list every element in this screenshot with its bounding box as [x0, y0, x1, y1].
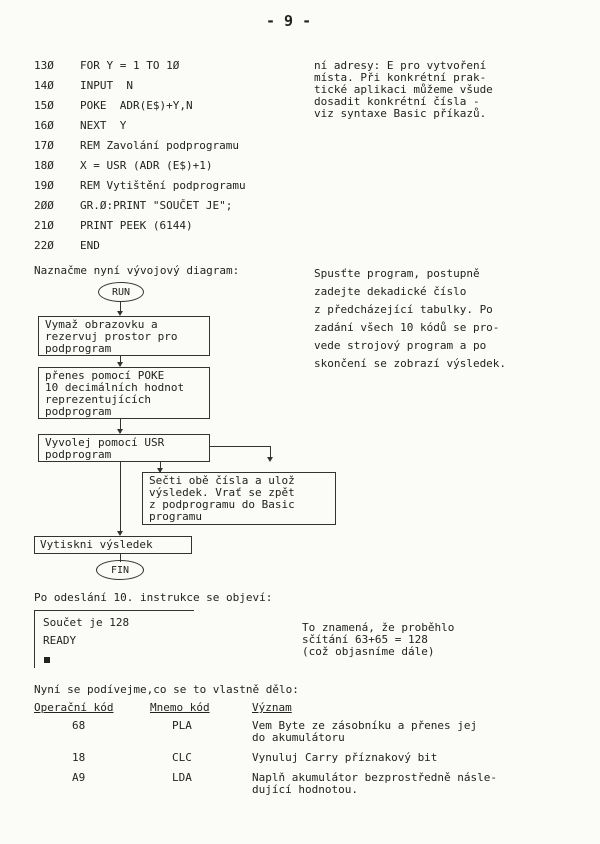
text-line: To znamená, že proběhlo	[302, 621, 455, 634]
table-cell: CLC	[172, 751, 192, 764]
line-code: END	[80, 239, 100, 252]
step-text: přenes pomocí POKE	[45, 369, 165, 382]
text-line: ní adresy: E pro vytvoření	[314, 59, 487, 72]
step-text: rezervuj prostor pro	[45, 330, 178, 343]
line-number: 14Ø	[34, 79, 54, 92]
step-text: Sečti obě čísla a ulož	[149, 474, 295, 487]
line-code: INPUT N	[80, 79, 133, 92]
table-cell: Vynuluj Carry příznakový bit	[252, 751, 438, 764]
screen-output	[34, 610, 194, 668]
line-code: GR.Ø:PRINT "SOUČET JE";	[80, 199, 233, 212]
text-line: místa. Při konkrétní prak-	[314, 71, 487, 84]
table-cell: 18	[72, 751, 86, 764]
text-line: viz syntaxe Basic příkazů.	[314, 107, 487, 120]
flow-start-oval: RUN	[98, 282, 144, 302]
text-line: (což objasníme dále)	[302, 645, 435, 658]
flow-step-print	[34, 536, 192, 554]
step-text: podprogram	[45, 342, 112, 355]
flow-connector	[120, 462, 121, 534]
table-cell: 68	[72, 719, 86, 732]
line-number: 21Ø	[34, 219, 54, 232]
step-text: podprogram	[45, 405, 112, 418]
flow-connector	[210, 446, 270, 447]
line-code: REM Zavolání podprogramu	[80, 139, 239, 152]
text-line: zadání všech 10 kódů se pro-	[314, 321, 500, 334]
text-line: vede strojový program a po	[314, 339, 487, 352]
output-line: Součet je 128	[43, 616, 130, 629]
flow-step-clear	[38, 316, 210, 356]
table-cell: LDA	[172, 771, 192, 784]
step-text: reprezentujících	[45, 393, 151, 406]
step-text: Vymaž obrazovku a	[45, 318, 158, 331]
line-number: 2ØØ	[34, 199, 54, 212]
diagram-intro: Naznačme nyní vývojový diagram:	[34, 264, 240, 277]
line-number: 22Ø	[34, 239, 54, 252]
text-line: skončení se zobrazí výsledek.	[314, 357, 507, 370]
step-text: výsledek. Vrať se zpět	[149, 486, 295, 499]
line-number: 15Ø	[34, 99, 54, 112]
table-header: Mnemo kód	[150, 701, 210, 714]
step-text: Vyvolej pomocí USR	[45, 436, 165, 449]
after-send-text: Po odeslání 10. instrukce se objeví:	[34, 591, 273, 604]
page-number: - 9 -	[266, 12, 312, 30]
cursor-icon	[44, 657, 50, 663]
flow-step-poke	[38, 367, 210, 419]
step-text: programu	[149, 510, 202, 523]
line-number: 16Ø	[34, 119, 54, 132]
line-number: 18Ø	[34, 159, 54, 172]
line-code: NEXT Y	[80, 119, 127, 132]
step-text: 10 decimálních hodnot	[45, 381, 185, 394]
text-line: dosadit konkrétní čísla -	[314, 95, 480, 108]
table-cell: PLA	[172, 719, 192, 732]
line-code: REM Vytištění podprogramu	[80, 179, 246, 192]
table-cell: dující hodnotou.	[252, 783, 358, 796]
table-cell: do akumulátoru	[252, 731, 345, 744]
lets-see-text: Nyní se podívejme,co se to vlastně dělo:	[34, 683, 299, 696]
text-line: tické aplikaci můžeme všude	[314, 83, 493, 96]
text-line: sčítání 63+65 = 128	[302, 633, 428, 646]
line-code: X = USR (ADR (E$)+1)	[80, 159, 213, 172]
step-text: Vytiskni výsledek	[40, 538, 153, 551]
table-cell: Vem Byte ze zásobníku a přenes jej	[252, 719, 478, 732]
table-header: Operační kód	[34, 701, 114, 714]
flow-step-add	[142, 472, 336, 525]
table-header: Význam	[252, 701, 292, 714]
step-text: podprogram	[45, 448, 112, 461]
line-code: POKE ADR(E$)+Y,N	[80, 99, 193, 112]
output-line: READY	[43, 634, 77, 647]
text-line: Spusťte program, postupně	[314, 267, 480, 280]
table-cell: Naplň akumulátor bezprostředně násle-	[252, 771, 498, 784]
line-number: 13Ø	[34, 59, 54, 72]
arrow-down-icon	[267, 457, 273, 462]
flow-step-usr	[38, 434, 210, 462]
line-number: 17Ø	[34, 139, 54, 152]
line-code: PRINT PEEK (6144)	[80, 219, 193, 232]
step-text: z podprogramu do Basic	[149, 498, 295, 511]
line-code: FOR Y = 1 TO 1Ø	[80, 59, 180, 72]
text-line: z předcházející tabulky. Po	[314, 303, 493, 316]
flow-end-oval: FIN	[96, 560, 144, 580]
table-cell: A9	[72, 771, 86, 784]
text-line: zadejte dekadické číslo	[314, 285, 467, 298]
line-number: 19Ø	[34, 179, 54, 192]
